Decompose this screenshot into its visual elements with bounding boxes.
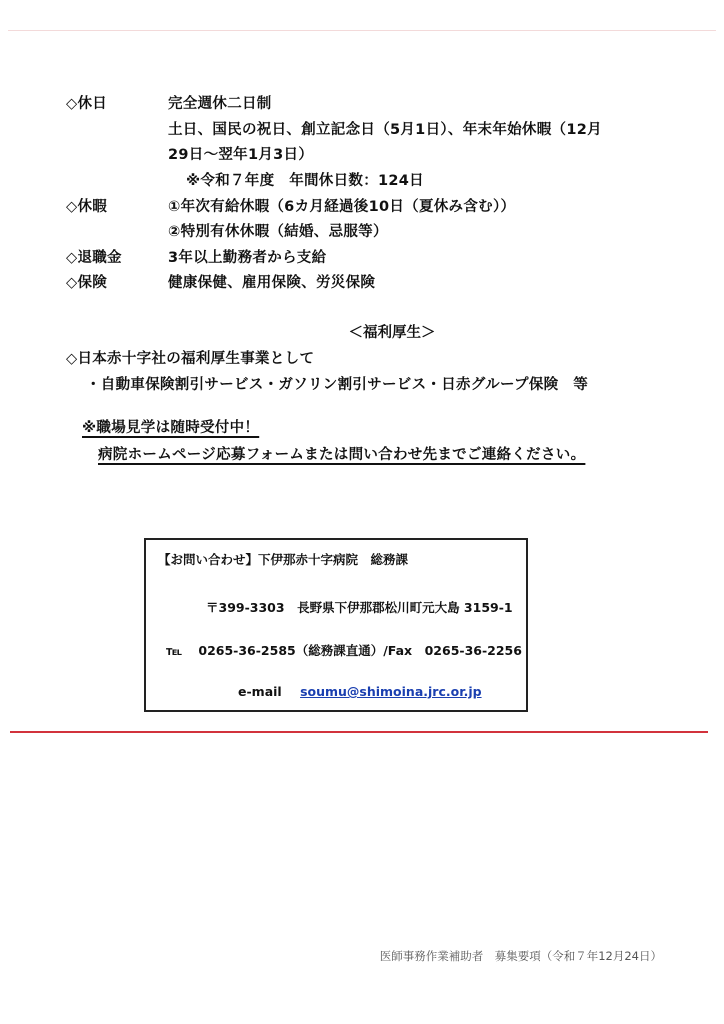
tel-fax-numbers: 0265-36-2585（総務課直通）/Fax 0265-36-2256 — [198, 643, 522, 658]
tour-notice: ※職場見学は随時受付中！ — [82, 420, 260, 436]
paid-leave: ①年次有給休暇（6カ月経過後10日（夏休み含む）） — [168, 199, 516, 215]
email-label: e-mail — [238, 684, 282, 699]
benefits-title-row — [0, 321, 724, 342]
retirement-label: ◇退職金 — [66, 250, 122, 266]
insurance-text: 健康保健、雇用保険、労災保険 — [168, 275, 376, 291]
top-divider — [8, 30, 716, 31]
holidays-system: 完全週休二日制 — [168, 96, 272, 112]
contact-instruction: 病院ホームページ応募フォームまたは問い合わせ先までご連絡ください。 — [98, 447, 586, 463]
contact-box — [144, 538, 528, 712]
benefits-list: ・自動車保険割引サービス・ガソリン割引サービス・日赤グループ保険 等 — [86, 377, 589, 393]
annual-holiday-count: ※令和７年度 年間休日数：124日 — [186, 173, 424, 189]
holidays-detail: 土日、国民の祝日、創立記念日（5月1日）、年末年始休暇（12月 — [168, 122, 602, 138]
benefits-title: ＜福利厚生＞ — [348, 325, 436, 341]
email-row — [238, 684, 482, 699]
leave-label: ◇休暇 — [66, 199, 108, 215]
email-link[interactable]: soumu@shimoina.jrc.or.jp — [300, 684, 482, 699]
footer-document-title: 医師事務作業補助者 募集要項（令和７年12月24日） — [379, 949, 662, 963]
holidays-detail-cont: 29日～翌年1月3日） — [168, 147, 314, 163]
holidays-label: ◇休日 — [66, 96, 108, 112]
red-divider — [10, 731, 708, 733]
benefits-intro: ◇日本赤十字社の福利厚生事業として — [66, 351, 315, 367]
contact-heading: 【お問い合わせ】下伊那赤十字病院 総務課 — [158, 552, 409, 567]
insurance-label: ◇保険 — [66, 275, 108, 291]
retirement-text: 3年以上勤務者から支給 — [168, 250, 327, 266]
contact-address: 〒399-3303 長野県下伊那郡松川町元大島 3159-1 — [206, 600, 513, 615]
tel-label: ℡ — [166, 643, 183, 658]
phone-fax-row — [166, 641, 522, 659]
special-leave: ②特別有休休暇（結婚、忌服等） — [168, 224, 388, 240]
